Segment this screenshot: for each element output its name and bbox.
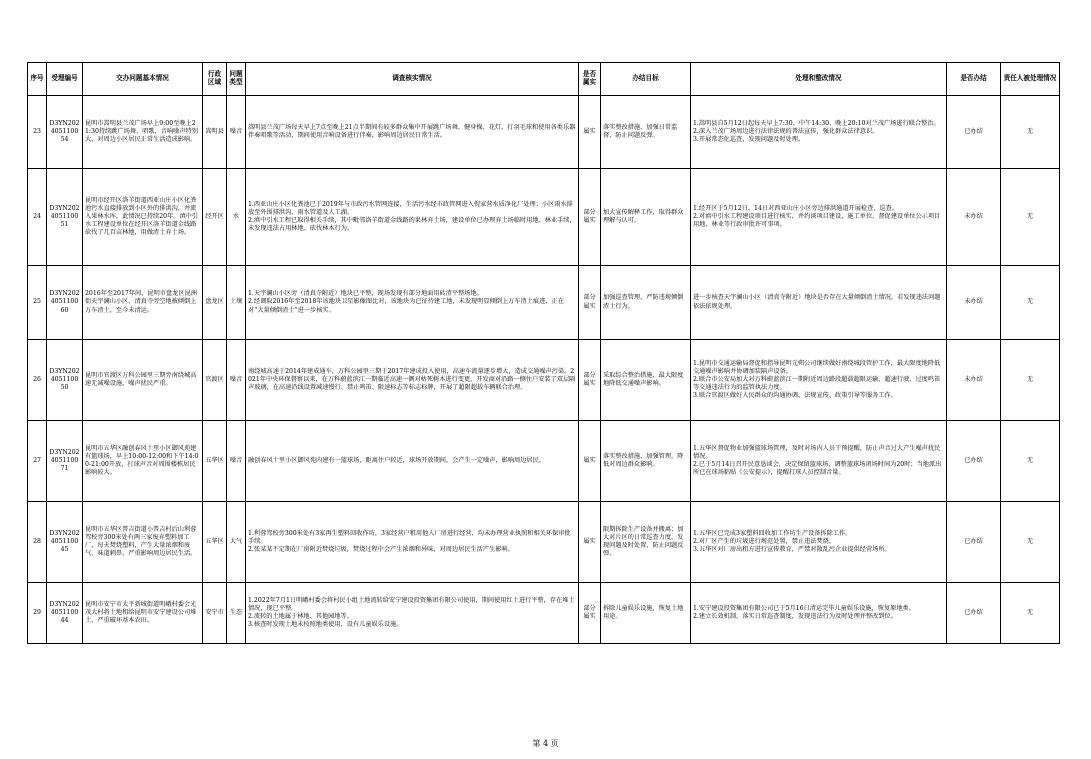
cell-no: 24 [28, 169, 47, 266]
cell-area: 安宁市 [203, 583, 227, 644]
cell-done: 已办结 [947, 502, 1001, 583]
header-done: 是否办结 [947, 63, 1001, 96]
cell-goal: 加大宣传解释工作，取得群众理解与认可。 [601, 169, 691, 266]
cell-investigation: 嵩明县兰茂广场每天早上7点至晚上21点半期间有较多群众集中开展跳广场舞、健身操、花灯，打羽毛球和使用各类乐器伴奏唱歌等活动，期间使用音响设备进行伴奏，影响周边居民日常生活。 [246, 96, 579, 169]
cell-handling: 1.安宁建设投资集团有限公司已于5月16日清运完毕儿童娱乐设施，恢复原地类。 2.建立长效机制，落实日常巡查制度，发现违法行为及时处理并整改到位。 [691, 583, 947, 644]
cell-investigation: 融创春风十里小区御风苑内建有一篮球场，距离住户较近，球场开放期间，会产生一定噪声，影响周边居民。 [246, 421, 579, 502]
cell-problem: 昆明市经开区洛羊街道西亚山庄小区化粪池污水直接排放到小区外的排洪沟，并流入果林水库，此情况已持续20年。滇中引水工程建设单位在经开区洛羊街道金线路砍伐了几百亩林地，用做渣土弃土场。 [83, 169, 203, 266]
table-body [28, 96, 1060, 644]
cell-id: D3YN202405110071 [47, 421, 83, 502]
header-handling: 处理和整改情况 [691, 63, 947, 96]
cell-done: 已办结 [947, 421, 1001, 502]
cell-truth: 部分属实 [579, 340, 601, 421]
cell-no: 25 [28, 266, 47, 340]
cell-area: 五华区 [203, 502, 227, 583]
cell-area: 经开区 [203, 169, 227, 266]
cell-no: 29 [28, 583, 47, 644]
cell-type: 大气 [227, 502, 246, 583]
cell-id: D3YN202405110050 [47, 340, 83, 421]
cell-problem: 2016年至2017年间，昆明市盘龙区昆洲街天宇澜山小区、清真寺旁空地被倾倒上万车渣土，至今未清运。 [83, 266, 203, 340]
cell-punish: 无 [1001, 502, 1060, 583]
cell-no: 27 [28, 421, 47, 502]
table-row [28, 266, 1060, 340]
table-row [28, 96, 1060, 169]
cell-area: 嵩明县 [203, 96, 227, 169]
table-row [28, 340, 1060, 421]
cell-goal: 落实整改措施，加强管理，降低对周边群众影响。 [601, 421, 691, 502]
cell-punish: 无 [1001, 421, 1060, 502]
cell-investigation: 1.利蓉驾校旁300米处有3家再生塑料回收作坊，3家经营户租用他人厂房进行经营，均未办理营业执照和相关环保审批手续。 2.张某某不定期在厂房附近焚烧垃圾，焚烧过程中会产生浓烟和异味，对周边居民生活产生影响。 [246, 502, 579, 583]
cell-no: 23 [28, 96, 47, 169]
header-problem: 交办问题基本情况 [83, 63, 203, 96]
cell-truth: 属实 [579, 96, 601, 169]
cell-type: 噪音 [227, 96, 246, 169]
cell-area: 五华区 [203, 421, 227, 502]
cell-handling: 1.昆明市交通运输局督促和指导昆明元朔公司继续做好南绕城段管护工作，最大限度地降低交通噪声影响并协调加装隔声设备。 2.联合市公安局加大对万科蔚蓝滨江一期附近周边路段超载超限运输、超速行驶、过度鸣笛等交通违法行为的监管执法力度。 3.联合官渡区做好人民群众的沟通协调、法规宣传、政策引导等服务工作。 [691, 340, 947, 421]
cell-done: 已办结 [947, 96, 1001, 169]
table-row [28, 583, 1060, 644]
table-header-row [28, 63, 1060, 96]
header-investigation: 调查核实情况 [246, 63, 579, 96]
cell-done: 未办结 [947, 340, 1001, 421]
cell-type: 土壤 [227, 266, 246, 340]
header-goal: 办结目标 [601, 63, 691, 96]
cell-type: 噪音 [227, 421, 246, 502]
cell-handling: 进一步核查天宇澜山小区（清真寺附近）地块是否存在大量倾倒渣土情况，若发现违法问题依法依规处理。 [691, 266, 947, 340]
cell-type: 噪音 [227, 340, 246, 421]
cell-handling: 1.五华区已完成3家塑料回收加工作坊生产设备拆除工作。 2.对厂区产生的垃圾进行规范处置，禁止违法焚烧。 3.五华区对厂房出租方进行宣传教育，严禁对散乱污企业提供经营场所。 [691, 502, 947, 583]
cell-problem: 昆明市官渡区万科公园里三期旁南绕城高速无减噪设施，噪声扰民严重。 [83, 340, 203, 421]
cell-goal: 限期拆除生产设备并搬离；加大对片区的日常巡查力度，发现问题及时处置，防止问题反弹。 [601, 502, 691, 583]
cell-punish: 无 [1001, 169, 1060, 266]
cell-type: 生态 [227, 583, 246, 644]
cell-id: D3YN202405110044 [47, 583, 83, 644]
cell-investigation: 1.西亚山庄小区化粪池已于2019年与市政污水管网连接，生活污水经市政管网进入倪家营水质净化厂处理；小区雨水排放至外围排洪沟、雨水管道及人工湖。 2.滇中引水工程已取得相关手续，其中毗邻洛羊街道金线路的果林弃土场，建设单位已办理弃土场临时用地、林业手续，未发现违法占用林地、砍伐林木行为。 [246, 169, 579, 266]
header-type: 问题类型 [227, 63, 246, 96]
header-no: 序号 [28, 63, 47, 96]
cell-truth: 属实 [579, 502, 601, 583]
cell-investigation: 1.天宇澜山小区旁（清真寺附近）地块已平整，现场发现有部分地面用砖渣平整场地。 2.经调取2016年至2018年该地块卫星影像图比对，该地块为已征待建工地，未发现明显倾倒上万车渣土痕迹，正在对“大量倾倒渣土”进一步核实。 [246, 266, 579, 340]
cell-punish: 无 [1001, 96, 1060, 169]
cell-type: 水 [227, 169, 246, 266]
header-punish: 责任人被处理情况 [1001, 63, 1060, 96]
cell-handling: 1.五华区督促物业加强篮球场管理，及时对场内人员干预提醒，防止声音过大产生噪声扰民情况。 2.已于5月14日召开民意恳谈会，决定保留篮球场，调整篮球场闭场时间为20时；当地派出所已在球场粘贴《公安提示》，提醒打球人员控制音量。 [691, 421, 947, 502]
cell-area: 官渡区 [203, 340, 227, 421]
cell-problem: 昆明市安宁市太平新城街道明峨村委会光茂大村将土地租给昆明市安宁建设公司堆土，严重破坏基本农田。 [83, 583, 203, 644]
cell-punish: 无 [1001, 266, 1060, 340]
cell-handling: 1.经开区于5月12日、14日对西亚山庄小区旁边排洪通道开展检查、巡查。 2.对滇中引水工程建设项目进行核实，并约谈项目建设、施工单位，督促建设单位公示项目用地、林业等行政审批许可事项。 [691, 169, 947, 266]
cell-id: D3YN202405110060 [47, 266, 83, 340]
table-row [28, 421, 1060, 502]
page-number: 第 4 页 [532, 739, 559, 748]
table-row [28, 169, 1060, 266]
cell-investigation: 1.2022年7月1日明峨村委会将村民小组土地流转给安宁建设投资集团有限公司使用，期间使用红土进行平整，存在堆土情况，现已平整。 2.流转的土地属于林地、其他园地等。 3.核查时发现土地未按照地类使用，设有儿童娱乐设施。 [246, 583, 579, 644]
cell-area: 盘龙区 [203, 266, 227, 340]
cell-done: 已办结 [947, 583, 1001, 644]
cell-no: 26 [28, 340, 47, 421]
cell-truth: 部分属实 [579, 169, 601, 266]
cell-problem: 昆明市嵩明县兰茂广场早上9:00至晚上21:30持续跳广场舞、唱歌，音响噪声特别大，对周边小区居民正常生活造成影响。 [83, 96, 203, 169]
header-area: 行政区域 [203, 63, 227, 96]
header-truth: 是否属实 [579, 63, 601, 96]
complaint-table [27, 62, 1060, 644]
cell-id: D3YN202405110045 [47, 502, 83, 583]
cell-id: D3YN202405110054 [47, 96, 83, 169]
cell-no: 28 [28, 502, 47, 583]
cell-punish: 无 [1001, 583, 1060, 644]
header-id: 受理编号 [47, 63, 83, 96]
cell-punish: 无 [1001, 340, 1060, 421]
cell-goal: 拆除儿童娱乐设施，恢复土地用途。 [601, 583, 691, 644]
cell-truth: 属实 [579, 421, 601, 502]
cell-problem: 昆明市五华区融创春风十里小区御风苑建有篮球场，早上10:00-12:00和下午14:00-21:00开放，打球声音对周围楼栋居民影响较大。 [83, 421, 203, 502]
cell-id: D3YN202405110051 [47, 169, 83, 266]
cell-problem: 昆明市五华区普吉街道小普吉村后山利蓉驾校旁300米处有两三家废弃塑料加工厂，每天焚烧塑料，产生大量浓烟和废气，味道刺鼻，严重影响周边居民生活。 [83, 502, 203, 583]
cell-investigation: 南绕城高速于2014年建成通车，万科公园里三期于2017年建成投入使用，高速车流量逐步增大，造成交通噪声污染。2021年中央环保督察以来，在万科蔚蓝滨江一期临近高速一侧对枯死树木进行变更，开发商对沿路一侧住户安装了双层隔声玻璃，在高速沿线设置减速慢行、禁止鸣笛、限速标志等标志标牌，开展了超限超载车辆联合治理。 [246, 340, 579, 421]
cell-goal: 采取综合整治措施，最大限度地降低交通噪声影响。 [601, 340, 691, 421]
cell-done: 未办结 [947, 169, 1001, 266]
cell-done: 未办结 [947, 266, 1001, 340]
cell-goal: 加强巡查管理，严防违规倾倒渣土行为。 [601, 266, 691, 340]
cell-goal: 落实整改措施，加强日常监督，防止问题反弹。 [601, 96, 691, 169]
cell-truth: 部分属实 [579, 583, 601, 644]
complaint-table-sheet [27, 62, 1059, 644]
cell-handling: 1.嵩明县自5月12日起每天早上7:30、中午14:30、晚上20:10对兰茂广场进行联合整治。 2.深入兰茂广场周边进行法律法规的普法宣传，强化群众法律意识。 3.开展常态化巡查，发现问题及时处理。 [691, 96, 947, 169]
table-row [28, 502, 1060, 583]
cell-truth: 部分属实 [579, 266, 601, 340]
